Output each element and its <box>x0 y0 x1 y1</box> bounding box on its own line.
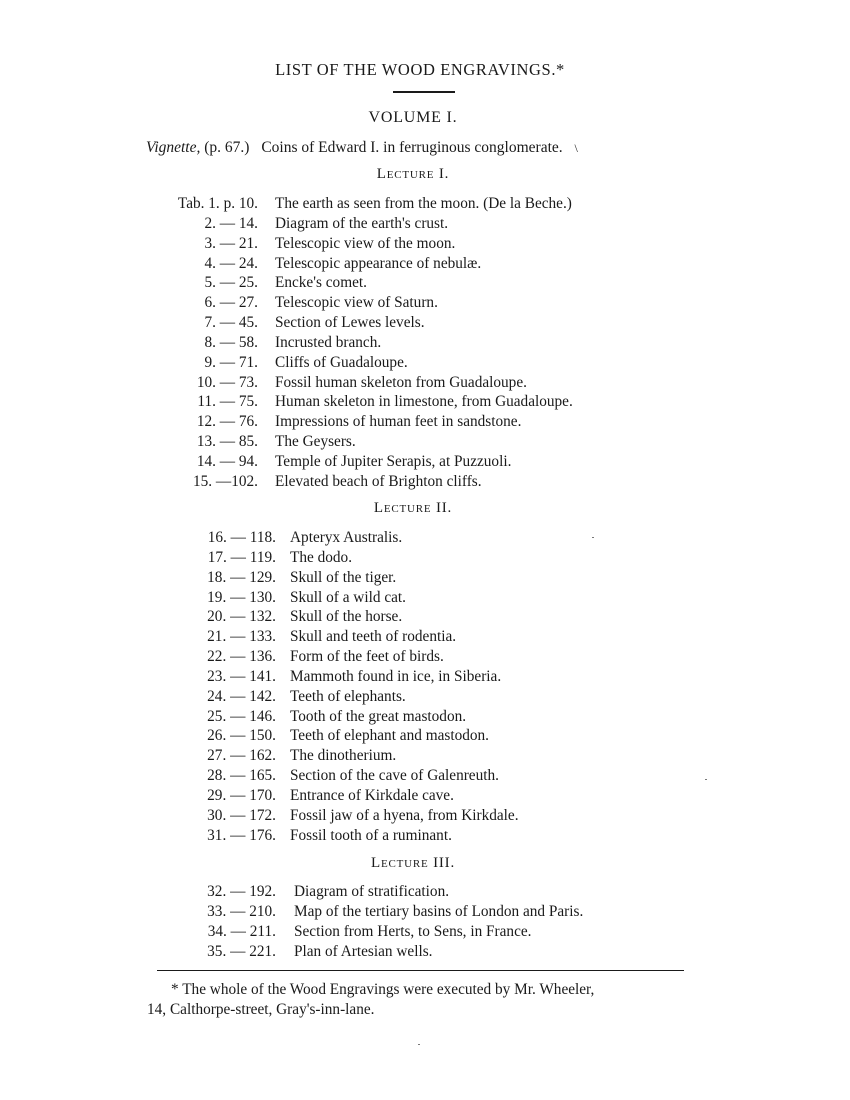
engraving-reference: 16. — 118. <box>207 529 276 546</box>
lecture-heading: Lecture III. <box>370 855 456 871</box>
list-item <box>0 354 850 374</box>
list-item <box>0 549 850 569</box>
engraving-reference: Tab. 1. p. 10. <box>177 195 258 212</box>
engraving-reference: 21. — 133. <box>207 628 276 646</box>
engraving-description: Section of Lewes levels. <box>275 314 425 332</box>
engraving-description: Telescopic appearance of nebulæ. <box>275 254 482 272</box>
engraving-description: Diagram of stratification. <box>294 883 450 900</box>
engraving-description: Skull and teeth of rodentia. <box>290 628 457 646</box>
print-speck <box>592 537 594 538</box>
list-item <box>0 923 850 943</box>
list-item <box>0 727 850 747</box>
list-item <box>0 413 850 433</box>
engraving-description: Diagram of the earth's crust. <box>275 214 449 232</box>
engraving-reference: 2. — 14. <box>204 214 258 232</box>
engraving-description: Fossil human skeleton from Guadaloupe. <box>275 373 527 391</box>
list-item <box>0 374 850 394</box>
engraving-description: Fossil jaw of a hyena, from Kirkdale. <box>290 806 519 824</box>
engraving-reference: 20. — 132. <box>207 608 276 626</box>
volume-heading: VOLUME I. <box>368 109 458 126</box>
engraving-description: Section from Herts, to Sens, in France. <box>294 922 532 940</box>
engraving-reference: 9. — 71. <box>204 353 258 371</box>
engraving-description: Incrusted branch. <box>275 333 382 351</box>
engraving-reference: 27. — 162. <box>207 747 276 765</box>
print-speck <box>705 779 707 780</box>
engraving-description: Elevated beach of Brighton cliffs. <box>275 472 482 490</box>
engraving-description: Encke's comet. <box>275 274 367 292</box>
list-item <box>0 807 850 827</box>
footnote-divider <box>157 970 684 971</box>
lecture-heading: Lecture II. <box>373 500 453 516</box>
list-item <box>0 648 850 668</box>
engraving-reference: 29. — 170. <box>207 786 276 804</box>
engraving-reference: 32. — 192. <box>207 883 276 900</box>
engraving-reference: 7. — 45. <box>204 314 258 332</box>
engraving-reference: 15. —102. <box>192 472 258 490</box>
engraving-reference: 18. — 129. <box>207 568 276 586</box>
engraving-reference: 8. — 58. <box>204 333 258 351</box>
engraving-description: The dodo. <box>290 548 353 566</box>
lecture-heading: Lecture I. <box>376 166 450 182</box>
vignette-label: Vignette, <box>146 139 201 156</box>
list-item <box>0 274 850 294</box>
engraving-description: Telescopic view of the moon. <box>275 234 456 252</box>
engraving-description: Apteryx Australis. <box>290 529 403 546</box>
list-item <box>0 569 850 589</box>
engraving-reference: 31. — 176. <box>207 826 276 844</box>
engraving-reference: 10. — 73. <box>196 373 258 391</box>
list-item <box>0 255 850 275</box>
title-divider <box>393 91 455 93</box>
engraving-description: Skull of the horse. <box>290 608 403 626</box>
engraving-description: Human skeleton in limestone, from Guadaloupe. <box>275 393 573 411</box>
footnote <box>147 980 707 1020</box>
engraving-description: Skull of the tiger. <box>290 568 397 586</box>
engraving-description: The Geysers. <box>275 433 356 451</box>
engraving-reference: 28. — 165. <box>207 767 276 785</box>
vignette-description: Coins of Edward I. in ferruginous conglomerate. <box>261 139 563 156</box>
list-item <box>0 473 850 493</box>
list-item <box>0 668 850 688</box>
list-item <box>0 943 850 963</box>
list-item <box>0 747 850 767</box>
engraving-reference: 6. — 27. <box>204 294 258 312</box>
vignette-page: (p. 67.) <box>204 139 250 156</box>
lecture-2-list <box>0 529 850 847</box>
engraving-description: Map of the tertiary basins of London and Paris. <box>294 902 584 920</box>
engraving-reference: 25. — 146. <box>207 707 276 725</box>
engraving-description: Entrance of Kirkdale cave. <box>290 786 454 804</box>
engraving-description: Skull of a wild cat. <box>290 588 406 606</box>
list-item <box>0 433 850 453</box>
print-speck <box>418 1044 420 1045</box>
engraving-reference: 26. — 150. <box>207 727 276 745</box>
engraving-description: Mammoth found in ice, in Siberia. <box>290 667 502 685</box>
list-item <box>0 767 850 787</box>
engraving-reference: 30. — 172. <box>207 806 276 824</box>
list-item <box>0 294 850 314</box>
engraving-description: Section of the cave of Galenreuth. <box>290 767 499 785</box>
list-item <box>0 688 850 708</box>
list-item <box>0 589 850 609</box>
lecture-3-list <box>0 883 850 962</box>
list-item <box>0 215 850 235</box>
engraving-description: Temple of Jupiter Serapis, at Puzzuoli. <box>275 452 512 470</box>
engraving-description: Impressions of human feet in sandstone. <box>275 413 522 431</box>
list-item <box>0 608 850 628</box>
engraving-description: Fossil tooth of a ruminant. <box>290 826 452 844</box>
footnote-line: * The whole of the Wood Engravings were executed by Mr. Wheeler, <box>171 981 595 998</box>
vignette-mark: \ <box>574 141 578 155</box>
engraving-reference: 13. — 85. <box>196 433 258 451</box>
engraving-description: Plan of Artesian wells. <box>294 942 433 960</box>
engraving-reference: 35. — 221. <box>207 942 276 960</box>
engraving-reference: 3. — 21. <box>204 234 258 252</box>
lecture-1-list <box>0 195 850 493</box>
engraving-description: Cliffs of Guadaloupe. <box>275 353 408 371</box>
engraving-reference: 12. — 76. <box>196 413 258 431</box>
list-item <box>0 529 850 549</box>
engraving-reference: 17. — 119. <box>207 548 276 566</box>
list-item <box>0 787 850 807</box>
engraving-description: Tooth of the great mastodon. <box>290 707 467 725</box>
list-item <box>0 334 850 354</box>
page-title: LIST OF THE WOOD ENGRAVINGS.* <box>275 60 565 79</box>
list-item <box>0 903 850 923</box>
engraving-reference: 5. — 25. <box>204 274 258 292</box>
vignette-entry <box>146 139 578 157</box>
engraving-reference: 23. — 141. <box>207 667 276 685</box>
engraving-reference: 33. — 210. <box>207 902 276 920</box>
engraving-reference: 4. — 24. <box>204 254 258 272</box>
list-item <box>0 708 850 728</box>
engraving-reference: 24. — 142. <box>207 687 276 705</box>
engraving-description: Teeth of elephant and mastodon. <box>290 727 490 745</box>
list-item <box>0 393 850 413</box>
engraving-description: Telescopic view of Saturn. <box>275 294 438 312</box>
engraving-description: Form of the feet of birds. <box>290 648 444 666</box>
list-item <box>0 827 850 847</box>
engraving-reference: 22. — 136. <box>207 648 276 666</box>
footnote-line: 14, Calthorpe-street, Gray's-inn-lane. <box>147 1001 375 1018</box>
engraving-description: Teeth of elephants. <box>290 687 406 705</box>
list-item <box>0 453 850 473</box>
engraving-reference: 14. — 94. <box>196 452 258 470</box>
list-item <box>0 628 850 648</box>
list-item <box>0 314 850 334</box>
list-item <box>0 235 850 255</box>
engraving-description: The dinotherium. <box>290 747 397 765</box>
engraving-reference: 11. — 75. <box>197 393 258 411</box>
engraving-reference: 34. — 211. <box>207 922 276 940</box>
engraving-description: The earth as seen from the moon. (De la Beche.) <box>275 195 572 212</box>
list-item <box>0 195 850 215</box>
list-item <box>0 883 850 903</box>
engraving-reference: 19. — 130. <box>207 588 276 606</box>
